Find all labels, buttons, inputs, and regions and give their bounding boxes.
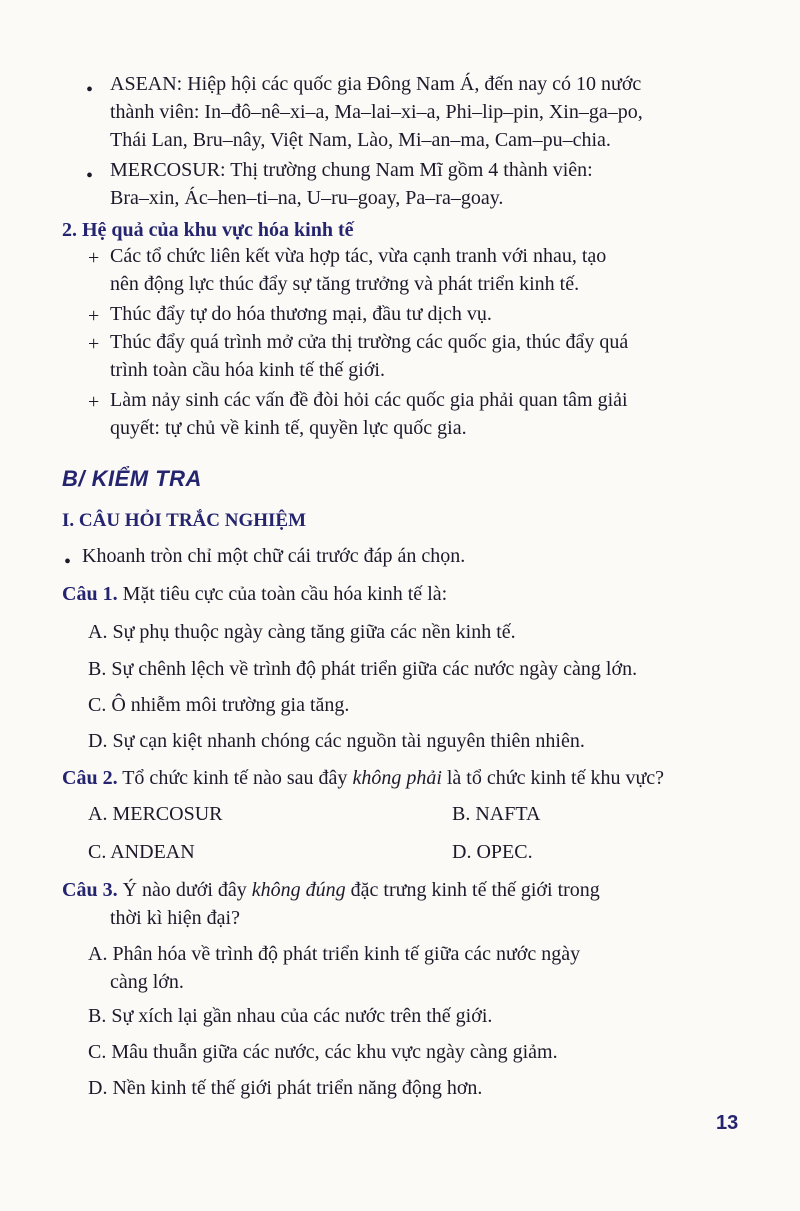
bullet-icon: • <box>64 551 72 573</box>
question-1-text: Mặt tiêu cực của toàn cầu hóa kinh tế là: <box>122 583 448 605</box>
question-1-option-a: A. Sự phụ thuộc ngày càng tăng giữa các nền kinh tế. <box>88 621 516 643</box>
instruction-text: Khoanh tròn chỉ một chữ cái trước đáp án chọn. <box>82 545 466 567</box>
consequence-1-line-2: nên động lực thúc đẩy sự tăng trưởng và phát triển kinh tế. <box>110 273 580 295</box>
mercosur-line-1: MERCOSUR: Thị trường chung Nam Mĩ gồm 4 thành viên: <box>110 159 593 181</box>
plus-marker: + <box>88 247 100 269</box>
question-2 <box>62 764 664 792</box>
asean-line-2: thành viên: In–đô–nê–xi–a, Ma–lai–xi–a, Phi–lip–pin, Xin–ga–po, <box>110 101 643 123</box>
question-3-label: Câu 3. <box>62 879 118 901</box>
question-3-line-2: thời kì hiện đại? <box>110 907 240 929</box>
consequence-3-line-1: Thúc đẩy quá trình mở cửa thị trường các quốc gia, thúc đẩy quá <box>110 331 629 353</box>
section-2-title: 2. Hệ quả của khu vực hóa kinh tế <box>62 219 354 241</box>
question-1-option-b: B. Sự chênh lệch về trình độ phát triển giữa các nước ngày càng lớn. <box>88 658 638 680</box>
question-1-option-d: D. Sự cạn kiệt nhanh chóng các nguồn tài nguyên thiên nhiên. <box>88 730 585 752</box>
question-2-option-a: A. MERCOSUR <box>88 803 223 825</box>
question-2-option-b: B. NAFTA <box>452 803 541 825</box>
plus-marker: + <box>88 305 100 327</box>
consequence-1-line-1: Các tổ chức liên kết vừa hợp tác, vừa cạnh tranh với nhau, tạo <box>110 245 607 267</box>
question-2-text-before: Tổ chức kinh tế nào sau đây <box>122 767 348 789</box>
question-3-option-b: B. Sự xích lại gần nhau của các nước trên thế giới. <box>88 1005 493 1027</box>
asean-line-1: ASEAN: Hiệp hội các quốc gia Đông Nam Á, đến nay có 10 nước <box>110 73 642 95</box>
section-b-heading: B/ KIỂM TRA <box>62 466 202 491</box>
consequence-2-line-1: Thúc đẩy tự do hóa thương mại, đầu tư dịch vụ. <box>110 303 492 325</box>
question-3-text-before: Ý nào dưới đây <box>122 879 247 901</box>
plus-marker: + <box>88 333 100 355</box>
question-3-text-italic: không đúng <box>251 879 346 901</box>
question-2-text-italic: không phải <box>352 767 442 789</box>
question-3-text-after: đặc trưng kinh tế thế giới trong <box>350 879 600 901</box>
question-2-option-c: C. ANDEAN <box>88 841 195 863</box>
consequence-3-line-2: trình toàn cầu hóa kinh tế thế giới. <box>110 359 385 381</box>
consequence-4-line-1: Làm nảy sinh các vấn đề đòi hỏi các quốc gia phải quan tâm giải <box>110 389 628 411</box>
multiple-choice-heading: I. CÂU HỎI TRẮC NGHIỆM <box>62 510 307 531</box>
asean-line-3: Thái Lan, Bru–nây, Việt Nam, Lào, Mi–an–ma, Cam–pu–chia. <box>110 129 611 151</box>
bullet-icon: • <box>86 79 94 101</box>
consequence-4-line-2: quyết: tự chủ về kinh tế, quyền lực quốc gia. <box>110 417 467 439</box>
question-1-label: Câu 1. <box>62 583 118 605</box>
question-2-text-after: là tổ chức kinh tế khu vực? <box>446 767 665 789</box>
mercosur-line-2: Bra–xin, Ác–hen–ti–na, U–ru–goay, Pa–ra–goay. <box>110 187 504 209</box>
bullet-icon: • <box>86 165 94 187</box>
question-3-option-c: C. Mâu thuẫn giữa các nước, các khu vực ngày càng giảm. <box>88 1041 558 1063</box>
page-number: 13 <box>716 1112 739 1134</box>
question-3 <box>62 876 600 904</box>
plus-marker: + <box>88 391 100 413</box>
question-2-option-d: D. OPEC. <box>452 841 533 863</box>
question-1 <box>62 580 447 608</box>
question-3-option-a: A. Phân hóa về trình độ phát triển kinh tế giữa các nước ngày <box>88 943 581 965</box>
question-1-option-c: C. Ô nhiễm môi trường gia tăng. <box>88 694 350 716</box>
question-3-option-d: D. Nền kinh tế thế giới phát triển năng động hơn. <box>88 1077 483 1099</box>
question-2-label: Câu 2. <box>62 767 118 789</box>
question-3-option-a-cont: càng lớn. <box>110 971 184 993</box>
